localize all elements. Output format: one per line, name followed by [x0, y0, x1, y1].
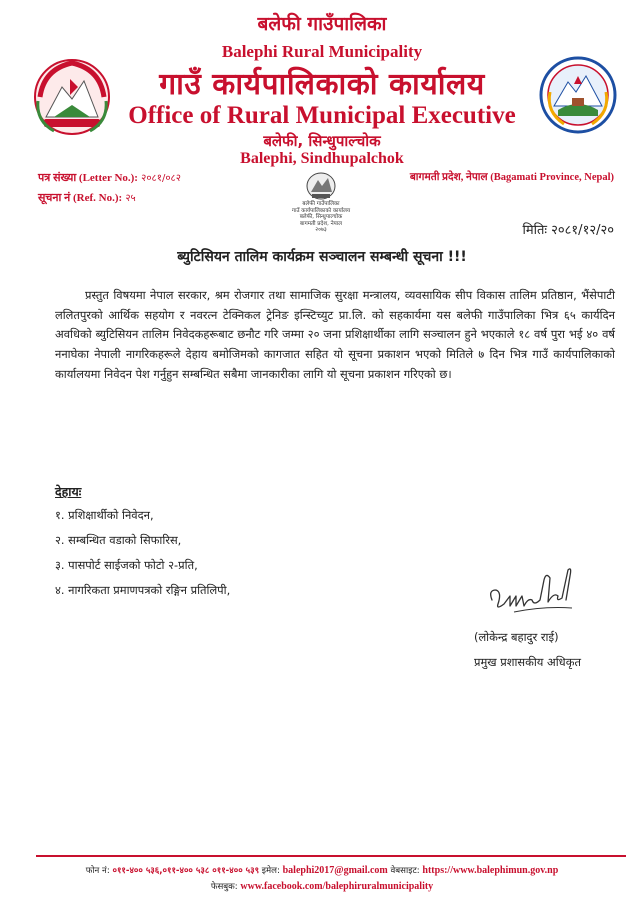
stamp-line-1: बलेफी गाउँपालिका [302, 201, 340, 207]
address-en: Balephi, Sindhupalchok [240, 150, 404, 167]
email-link[interactable]: balephi2017@gmail.com [282, 865, 388, 876]
address-np: बलेफी, सिन्धुपाल्चोक [263, 132, 381, 150]
requirement-item: १. प्रशिक्षार्थीको निवेदन, [55, 508, 154, 522]
phone-label: फोन नं: [85, 866, 110, 876]
reference-number-label: सूचना नं (Ref. No.): [38, 192, 123, 204]
reference-number [38, 190, 136, 205]
requirements-heading: देहायः [55, 484, 82, 499]
nepal-emblem-logo [32, 57, 112, 139]
stamp-line-4: बागमती प्रदेश, नेपाल [300, 220, 342, 227]
facebook-label: फेसबुक: [210, 882, 238, 892]
footer-facebook-line [0, 880, 644, 892]
letter-number [38, 170, 181, 185]
municipality-logo [538, 54, 618, 136]
signatory-name: (लोकेन्द्र बहादुर राई) [474, 630, 559, 644]
requirement-item: ४. नागरिकता प्रमाणपत्रको रङ्गिन प्रतिलिपी, [55, 583, 231, 597]
letter-number-label: पत्र संख्या (Letter No.): [38, 172, 138, 184]
notice-date: मितिः २०८१/१२/२० [522, 223, 614, 238]
office-stamp [282, 168, 360, 246]
letter-number-value: २०८१/०८२ [141, 173, 181, 184]
province-address: बागमती प्रदेश, नेपाल (Bagamati Province, Nepal) [409, 172, 614, 183]
stamp-line-3: बलेफी, सिन्धुपाल्चोक [299, 214, 343, 220]
website-link[interactable]: https://www.balephimun.gov.np [422, 865, 559, 876]
office-name-np: गाउँ कार्यपालिकाको कार्यालय [159, 67, 485, 102]
website-label: वेबसाइट: [390, 866, 420, 876]
municipality-name-en: Balephi Rural Municipality [221, 42, 423, 61]
notice-subject: ब्युटिसियन तालिम कार्यक्रम सञ्चालन सम्बन्धी सूचना !!! [177, 249, 467, 265]
office-name-en: Office of Rural Municipal Executive [128, 102, 516, 129]
stamp-year: २०७३ [315, 227, 327, 233]
email-label: इमेल: [261, 866, 280, 876]
phone-value: ०११-४०० ५३६,०११-४०० ५३८ ०११-४०० ५३९ [112, 866, 260, 876]
signature-image [484, 560, 580, 620]
reference-number-value: २५ [125, 193, 136, 204]
stamp-line-2: गाउँ कार्यपालिकाको कार्यालय [291, 207, 351, 214]
footer-divider [36, 855, 626, 857]
municipality-name-np: बलेफी गाउँपालिका [257, 13, 387, 35]
requirement-item: ३. पासपोर्ट साईजको फोटो २-प्रति, [55, 558, 198, 572]
signatory-title: प्रमुख प्रशासकीय अधिकृत [474, 655, 581, 669]
footer-contact-line [0, 864, 644, 876]
notice-body-paragraph: प्रस्तुत विषयमा नेपाल सरकार, श्रम रोजगार तथा सामाजिक सुरक्षा मन्त्रालय, व्यवसायिक सीप विकास तालिम प्रतिष्ठान, भैंसेपाटी ललितपुरको आर्थिक सहयोग र नवरत्न टेक्निकल ट्रेनिङ इन्स्टिच्युट प्रा.लि. को सहकार्यमा यस बलेफी गाउँपालिका भित्र ६५ कार्यदिन अवधिको ब्युटिसियन तालिम निवेदकहरूबाट छनौट गरि जम्मा २० जना प्रशिक्षार्थीका लागि सञ्चालन हुने भएकाले १८ वर्ष पुरा भई ४० वर्ष ननाघेका नेपाली नागरिकहरूले देहाय बमोजिमको कागजात सहित यो सूचना प्रकाशन भएको मितिले ७ दिन भित्र गाउँ कार्यपालिकाको कार्यालयमा निवेदन पेश गर्नुहुन सम्बन्धित सबैमा जानकारीका लागि यो सूचना प्रकाशन गरिएको छ। [55, 288, 615, 381]
requirement-item: २. सम्बन्धित वडाको सिफारिस, [55, 533, 182, 547]
facebook-link[interactable]: www.facebook.com/balephiruralmunicipality [240, 881, 434, 892]
notice-body [55, 286, 615, 385]
